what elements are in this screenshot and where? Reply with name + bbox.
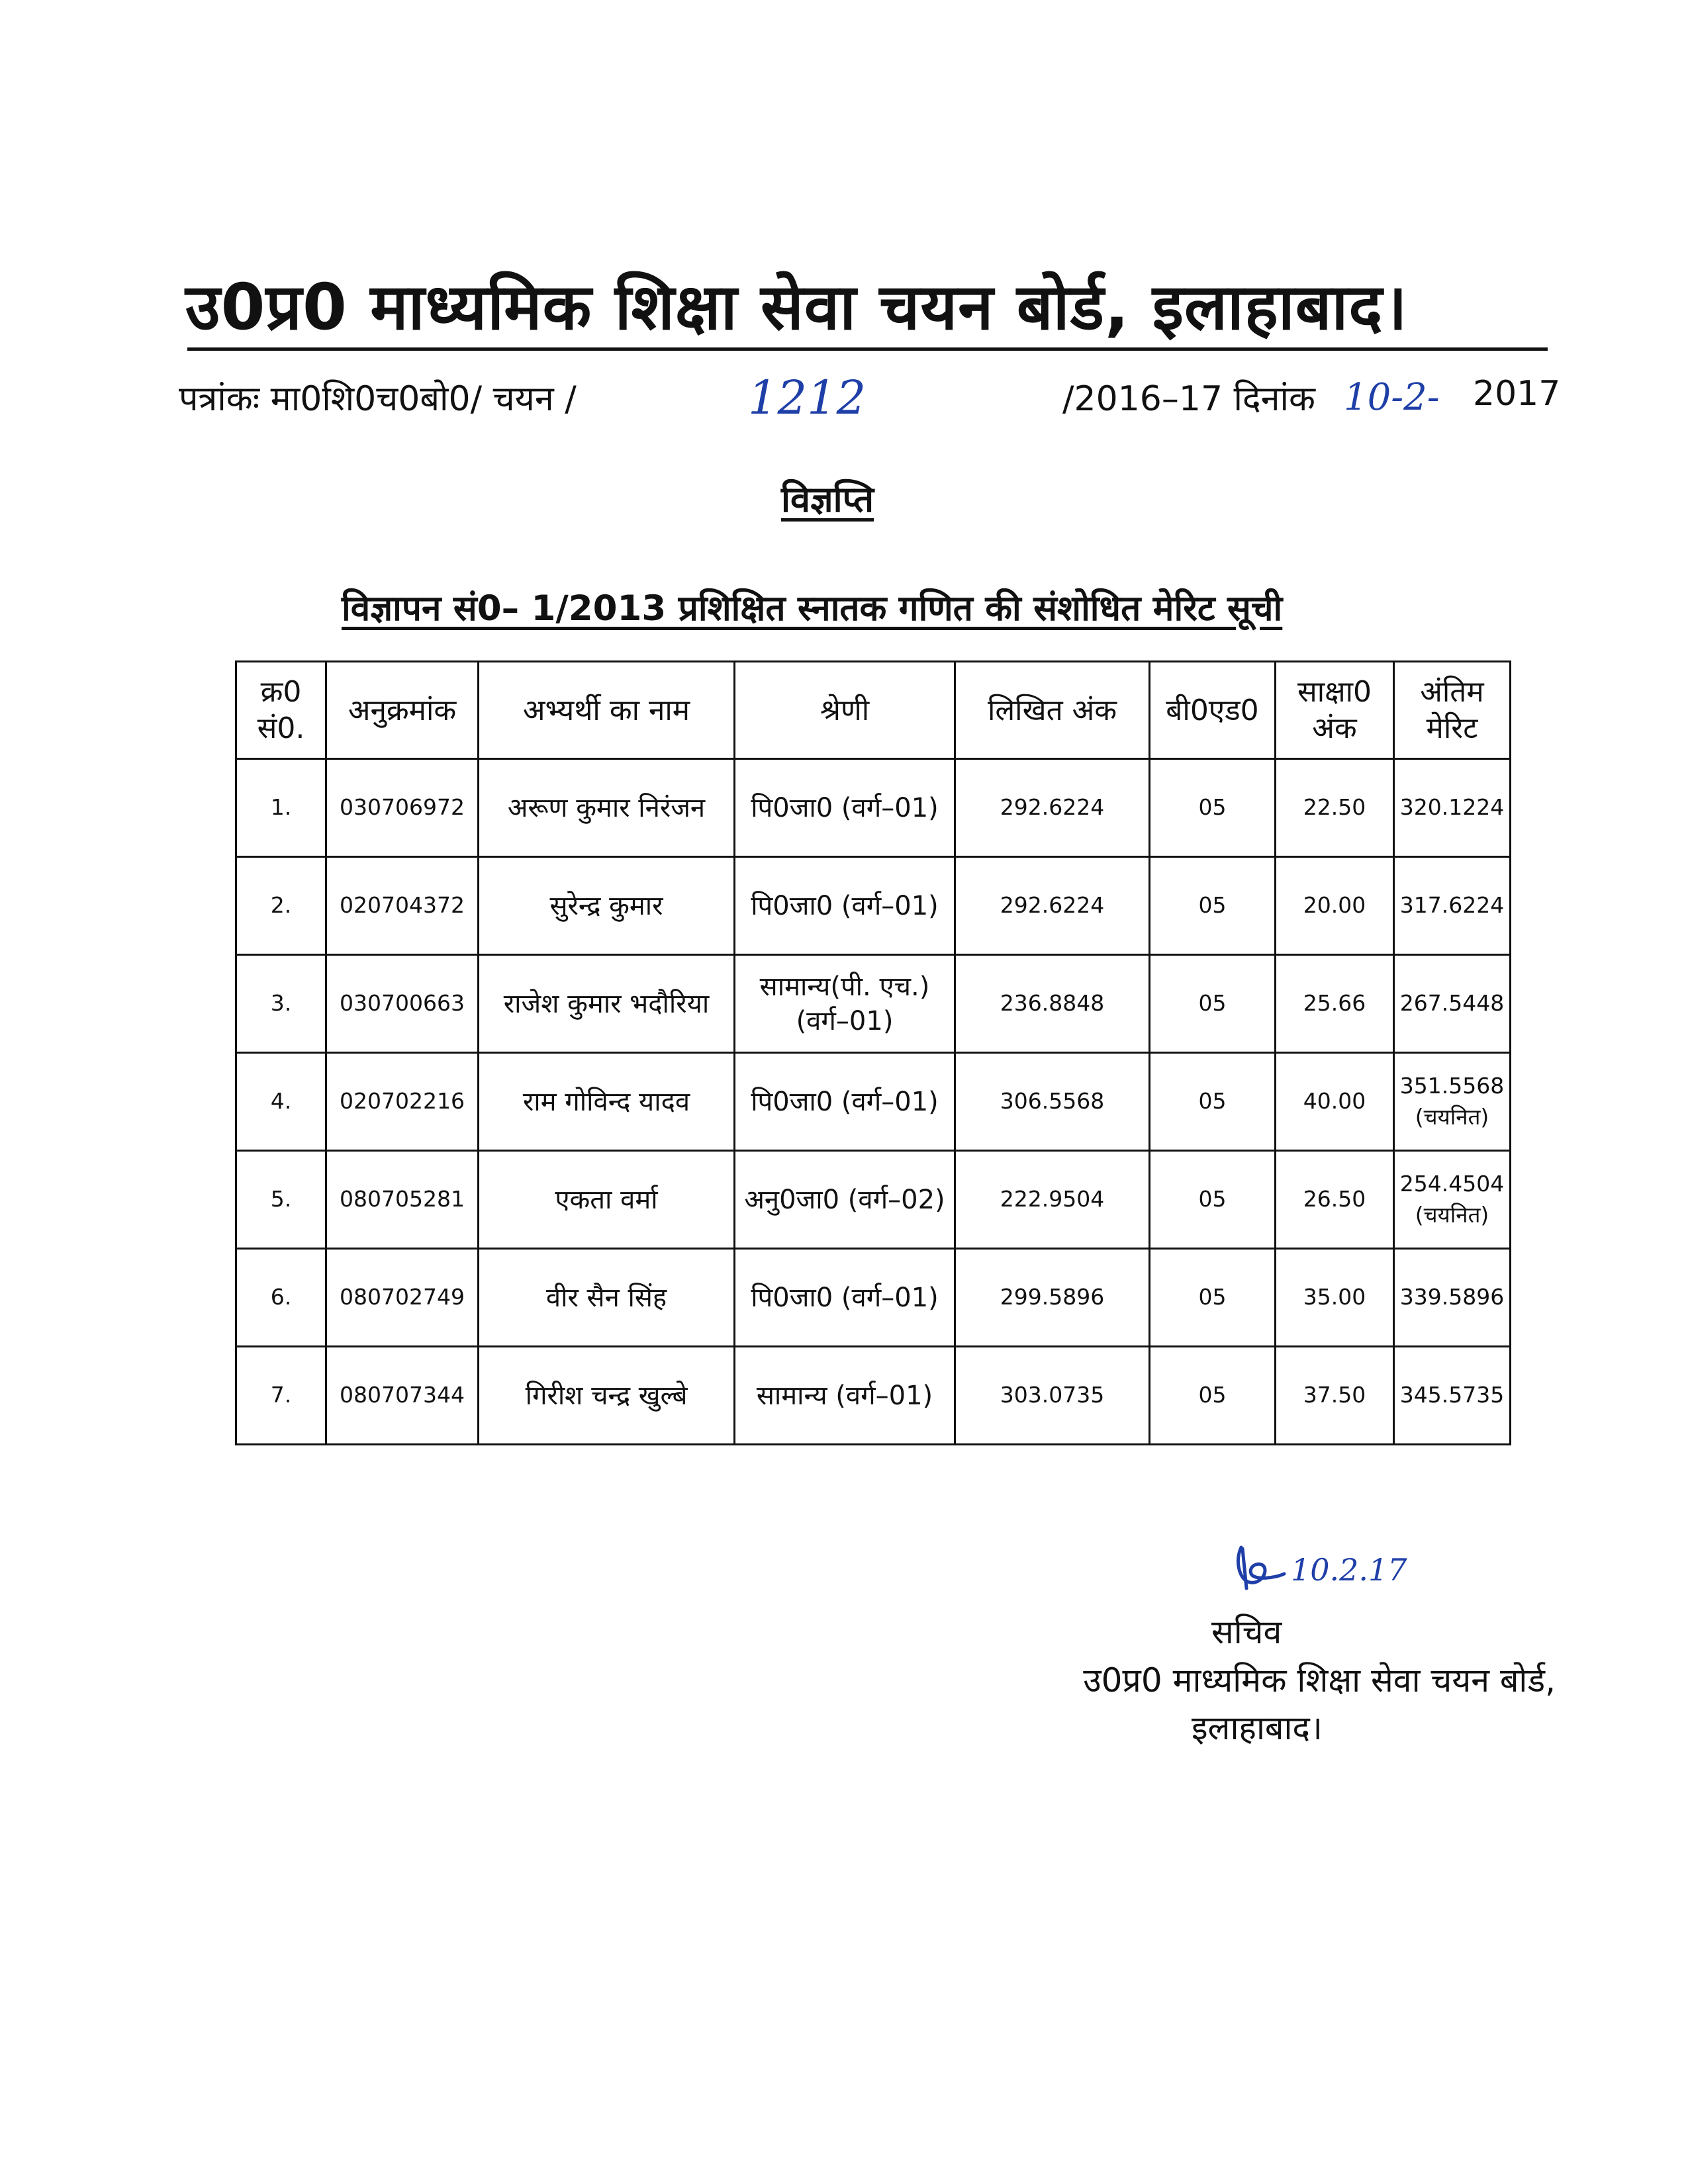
cell-candidate-name: राजेश कुमार भदौरिया — [479, 955, 735, 1053]
cell-candidate-name: गिरीश चन्द्र खुल्बे — [479, 1347, 735, 1445]
cell-bed: 05 — [1150, 1249, 1276, 1347]
header-candidate-name: अभ्यर्थी का नाम — [479, 662, 735, 759]
title-underline — [187, 347, 1548, 351]
cell-bed: 05 — [1150, 955, 1276, 1053]
header-final-merit: अंतिम मेरिट — [1394, 662, 1511, 759]
cell-candidate-name: वीर सैन सिंह — [479, 1249, 735, 1347]
cell-roll-number: 080707344 — [326, 1347, 479, 1445]
table-row — [236, 955, 1511, 1053]
reference-number-handwritten: 1212 — [748, 371, 867, 425]
cell-interview-marks: 26.50 — [1276, 1151, 1394, 1249]
cell-serial: 7. — [236, 1347, 326, 1445]
header-interview-marks: साक्षा0 अंक — [1276, 662, 1394, 759]
cell-category: पि0जा0 (वर्ग–01) — [735, 759, 955, 857]
cell-final-merit: 317.6224 — [1394, 857, 1511, 955]
cell-category: पि0जा0 (वर्ग–01) — [735, 1249, 955, 1347]
page-title: उ0प्र0 माध्यमिक शिक्षा सेवा चयन बोर्ड, इलाहाबाद। — [185, 270, 1408, 344]
cell-bed: 05 — [1150, 1151, 1276, 1249]
signature-date-handwritten: 10.2.17 — [1291, 1552, 1407, 1588]
header-roll-number: अनुक्रमांक — [326, 662, 479, 759]
cell-serial: 2. — [236, 857, 326, 955]
cell-final-merit: 345.5735 — [1394, 1347, 1511, 1445]
header-category: श्रेणी — [735, 662, 955, 759]
cell-roll-number: 020704372 — [326, 857, 479, 955]
cell-category: सामान्य (वर्ग–01) — [735, 1347, 955, 1445]
cell-roll-number: 020702216 — [326, 1053, 479, 1151]
cell-category: सामान्य(पी. एच.) (वर्ग–01) — [735, 955, 955, 1053]
cell-interview-marks: 25.66 — [1276, 955, 1394, 1053]
cell-category: पि0जा0 (वर्ग–01) — [735, 857, 955, 955]
notice-title: विज्ञप्ति — [781, 478, 874, 520]
table-header-row — [236, 662, 1511, 759]
notice-subject: विज्ञापन सं0– 1/2013 प्रशिक्षित स्नातक गणित की संशोधित मेरिट सूची — [342, 588, 1283, 629]
cell-written-marks: 236.8848 — [955, 955, 1150, 1053]
cell-interview-marks: 20.00 — [1276, 857, 1394, 955]
cell-final-merit: 351.5568 (चयनित) — [1394, 1053, 1511, 1151]
cell-candidate-name: अरूण कुमार निरंजन — [479, 759, 735, 857]
organization-line-2: इलाहाबाद। — [1192, 1709, 1323, 1747]
cell-serial: 5. — [236, 1151, 326, 1249]
cell-category: अनु0जा0 (वर्ग–02) — [735, 1151, 955, 1249]
cell-written-marks: 292.6224 — [955, 857, 1150, 955]
cell-interview-marks: 40.00 — [1276, 1053, 1394, 1151]
cell-serial: 3. — [236, 955, 326, 1053]
cell-written-marks: 292.6224 — [955, 759, 1150, 857]
cell-bed: 05 — [1150, 759, 1276, 857]
cell-bed: 05 — [1150, 1347, 1276, 1445]
cell-final-merit: 254.4504 (चयनित) — [1394, 1151, 1511, 1249]
cell-written-marks: 299.5896 — [955, 1249, 1150, 1347]
designation: सचिव — [1211, 1613, 1282, 1651]
cell-serial: 4. — [236, 1053, 326, 1151]
cell-interview-marks: 22.50 — [1276, 759, 1394, 857]
header-bed: बी0एड0 — [1150, 662, 1276, 759]
cell-serial: 6. — [236, 1249, 326, 1347]
cell-interview-marks: 35.00 — [1276, 1249, 1394, 1347]
cell-candidate-name: राम गोविन्द यादव — [479, 1053, 735, 1151]
header-serial: क्र0 सं0. — [236, 662, 326, 759]
organization-line-1: उ0प्र0 माध्यमिक शिक्षा सेवा चयन बोर्ड, — [1083, 1661, 1556, 1700]
cell-bed: 05 — [1150, 1053, 1276, 1151]
date-handwritten: 10-2- — [1344, 376, 1440, 419]
table-row — [236, 1151, 1511, 1249]
cell-category: पि0जा0 (वर्ग–01) — [735, 1053, 955, 1151]
table-row — [236, 1249, 1511, 1347]
merit-list-table — [235, 660, 1511, 1445]
cell-candidate-name: एकता वर्मा — [479, 1151, 735, 1249]
cell-interview-marks: 37.50 — [1276, 1347, 1394, 1445]
cell-final-merit: 320.1224 — [1394, 759, 1511, 857]
cell-final-merit: 267.5448 — [1394, 955, 1511, 1053]
table-row — [236, 1347, 1511, 1445]
cell-bed: 05 — [1150, 857, 1276, 955]
table-row — [236, 857, 1511, 955]
signature-block — [993, 1608, 1556, 1752]
cell-roll-number: 030700663 — [326, 955, 479, 1053]
cell-roll-number: 080702749 — [326, 1249, 479, 1347]
reference-year: /2016–17 दिनांक — [1062, 379, 1315, 419]
cell-final-merit: 339.5896 — [1394, 1249, 1511, 1347]
header-written-marks: लिखित अंक — [955, 662, 1150, 759]
cell-serial: 1. — [236, 759, 326, 857]
cell-roll-number: 080705281 — [326, 1151, 479, 1249]
date-year: 2017 — [1473, 374, 1561, 414]
cell-written-marks: 303.0735 — [955, 1347, 1150, 1445]
cell-candidate-name: सुरेन्द्र कुमार — [479, 857, 735, 955]
signature-mark — [1228, 1542, 1288, 1595]
cell-written-marks: 306.5568 — [955, 1053, 1150, 1151]
reference-prefix: पत्रांकः मा0शि0च0बो0/ चयन / — [179, 379, 577, 419]
table-row — [236, 1053, 1511, 1151]
cell-roll-number: 030706972 — [326, 759, 479, 857]
table-row — [236, 759, 1511, 857]
cell-written-marks: 222.9504 — [955, 1151, 1150, 1249]
